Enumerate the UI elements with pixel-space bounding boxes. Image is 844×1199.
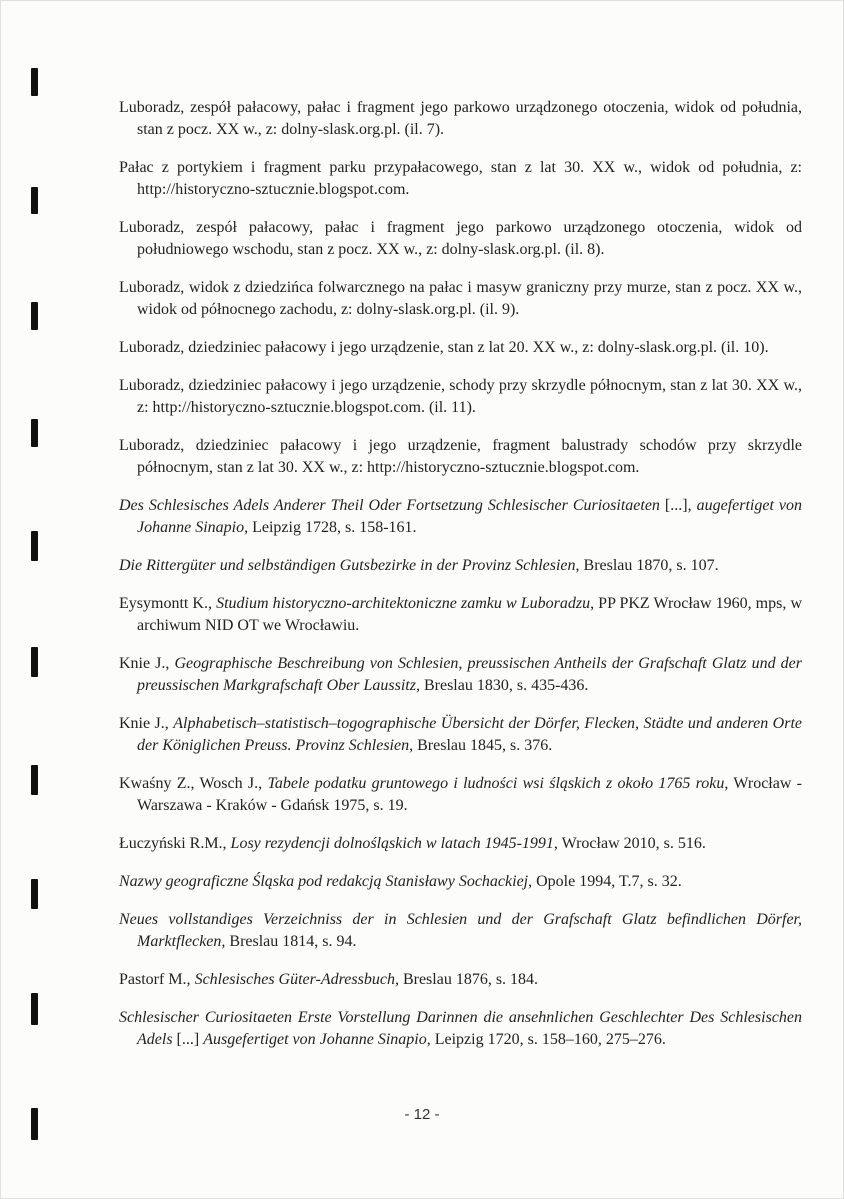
- entry-text: Wrocław - Warszawa - Kraków - Gdańsk 1975, s. 19.: [137, 775, 803, 814]
- bibliography-entry: [119, 593, 802, 637]
- entry-title-italic: Schlesischer Curiositaeten Erste Vorstellung Darinnen die ansehnlichen Geschlechter Des Schlesischen Adels: [119, 1009, 802, 1048]
- entry-text: , PP PKZ Wrocław 1960, mps, w archiwum NID OT we Wrocławiu.: [137, 595, 803, 634]
- binder-mark: [31, 647, 38, 677]
- entry-text: Luboradz, zespół pałacowy, pałac i fragment jego parkowo urządzonego otoczenia, widok od południa, stan z pocz. XX w., z: dolny-slask.org.pl. (il. 7).: [119, 99, 802, 138]
- entry-text: Eysymontt K.,: [119, 595, 217, 612]
- entry-text: Breslau 1830, s. 435-436.: [419, 677, 589, 694]
- binder-mark: [31, 993, 38, 1025]
- entry-text: , Breslau 1870, s. 107.: [575, 557, 719, 574]
- bibliography-entry: [119, 713, 802, 757]
- bibliography-entry: [119, 337, 802, 359]
- entry-text: Breslau 1876, s. 184.: [398, 971, 539, 988]
- binder-mark: [31, 68, 38, 96]
- entry-text: Kwaśny Z., Wosch J.,: [119, 775, 268, 792]
- entry-title-italic: Nazwy geograficzne Śląska pod redakcją Stanisławy Sochackiej: [119, 873, 529, 890]
- entry-text: Knie J.,: [119, 655, 175, 672]
- entry-text: Luboradz, dziedziniec pałacowy i jego urządzenie, schody przy skrzydle północnym, stan z lat 30. XX w., z: http://historyczno-sztucznie.blogspot.com. (il. 11).: [119, 377, 802, 416]
- entry-text: Pałac z portykiem i fragment parku przypałacowego, stan z lat 30. XX w., widok od południa, z: http://historyczno-sztucznie.blogspot.com.: [119, 159, 802, 198]
- entry-text: Breslau 1845, s. 376.: [413, 737, 553, 754]
- entry-text: [...]: [172, 1031, 204, 1048]
- bibliography-entry: [119, 277, 802, 321]
- bibliography-entry: [119, 1007, 802, 1051]
- entry-text: [...],: [659, 497, 697, 514]
- entry-text: , Leipzig 1728, s. 158-161.: [244, 519, 417, 536]
- binder-mark: [31, 419, 38, 447]
- entry-text: , Wrocław 2010, s. 516.: [553, 835, 706, 852]
- bibliography-entry: [119, 97, 802, 141]
- binder-mark: [31, 302, 38, 330]
- binder-mark: [31, 765, 38, 795]
- binder-mark: [31, 879, 38, 909]
- entry-title-italic: Alphabetisch–statistisch–togographische Übersicht der Dörfer, Flecken, Städte und anderen Orte der Königlichen Preuss. Provinz Schlesien,: [137, 715, 802, 754]
- bibliography-entry: [119, 773, 802, 817]
- entry-text: Luboradz, zespół pałacowy, pałac i fragment jego parkowo urządzonego otoczenia, widok od południowego wschodu, stan z pocz. XX w., z: dolny-slask.org.pl. (il. 8).: [119, 219, 802, 258]
- entry-title-italic: Schlesisches Güter-Adressbuch,: [194, 971, 399, 988]
- entry-title-italic: Losy rezydencji dolnośląskich w latach 1945-1991: [230, 835, 554, 852]
- entry-text: Luboradz, widok z dziedzińca folwarcznego na pałac i masyw graniczny przy murze, stan z pocz. XX w., widok od północnego zachodu, z: dolny-slask.org.pl. (il. 9).: [119, 279, 802, 318]
- bibliography-entry: [119, 653, 802, 697]
- bibliography-entry: [119, 871, 802, 893]
- entry-title-italic: Studium historyczno-architektoniczne zamku w Luboradzu: [216, 595, 591, 612]
- page-number: - 12 -: [404, 1106, 440, 1123]
- entry-title-italic: Geographische Beschreibung von Schlesien, preussischen Antheils der Grafschaft Glatz und der preussischen Markgrafschaft Ober Laussitz,: [137, 655, 802, 694]
- entry-text: , Opole 1994, T.7, s. 32.: [528, 873, 682, 890]
- bibliography-entry: [119, 375, 802, 419]
- entry-title-italic: Neues vollstandiges Verzeichniss der in Schlesien und der Grafschaft Glatz befindlichen Dörfer, Marktflecken,: [119, 911, 802, 950]
- entry-title-italic: Ausgefertiget von Johanne Sinapio: [203, 1031, 427, 1048]
- bibliography-entry: [119, 555, 802, 577]
- bibliography-entry: [119, 435, 802, 479]
- entry-text: Łuczyński R.M.,: [119, 835, 231, 852]
- entry-title-italic: augefertiget von Johanne Sinapio: [137, 497, 803, 536]
- bibliography-entry: [119, 969, 802, 991]
- entry-text: Pastorf M.,: [119, 971, 195, 988]
- bibliography-entry: [119, 217, 802, 261]
- entry-text: Knie J.,: [119, 715, 174, 732]
- bibliography-entry: [119, 909, 802, 953]
- entry-text: Breslau 1814, s. 94.: [225, 933, 357, 950]
- bibliography-entry: [119, 495, 802, 539]
- entry-text: Luboradz, dziedziniec pałacowy i jego urządzenie, stan z lat 20. XX w., z: dolny-slask.org.pl. (il. 10).: [119, 339, 769, 356]
- bibliography-list: [119, 97, 802, 1067]
- entry-text: Luboradz, dziedziniec pałacowy i jego urządzenie, fragment balustrady schodów przy skrzydle północnym, stan z lat 30. XX w., z: http://historyczno-sztucznie.blogspot.com.: [119, 437, 802, 476]
- bibliography-entry: [119, 833, 802, 855]
- binder-mark: [31, 187, 38, 214]
- entry-title-italic: Tabele podatku gruntowego i ludności wsi śląskich z około 1765 roku,: [267, 775, 729, 792]
- bibliography-entry: [119, 157, 802, 201]
- entry-title-italic: Des Schlesisches Adels Anderer Theil Oder Fortsetzung Schlesischer Curiositaeten: [119, 497, 660, 514]
- entry-text: , Leipzig 1720, s. 158–160, 275–276.: [426, 1031, 666, 1048]
- binder-mark: [31, 531, 38, 561]
- entry-title-italic: Die Rittergüter und selbständigen Gutsbezirke in der Provinz Schlesien: [119, 557, 576, 574]
